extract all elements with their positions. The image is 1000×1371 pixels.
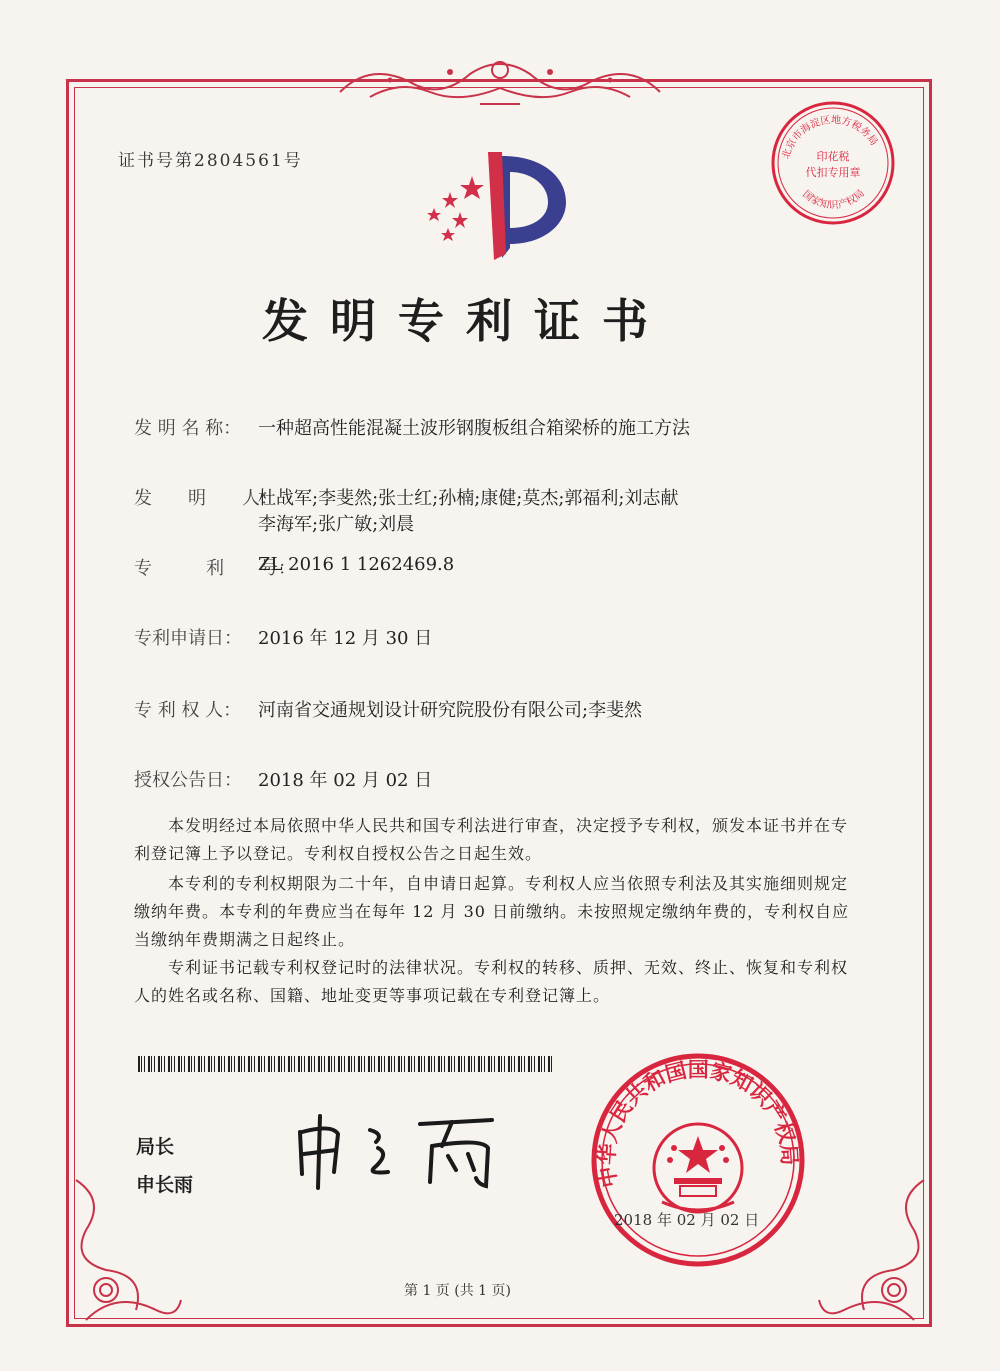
- barcode-bar: [221, 1056, 222, 1072]
- barcode-bar: [354, 1056, 355, 1072]
- barcode-bar: [534, 1056, 535, 1072]
- barcode-bar: [288, 1056, 290, 1072]
- barcode-bar: [488, 1056, 490, 1072]
- barcode-bar: [494, 1056, 495, 1072]
- barcode: [138, 1056, 556, 1072]
- barcode-bar: [448, 1056, 450, 1072]
- barcode-bar: [174, 1056, 175, 1072]
- barcode-bar: [498, 1056, 500, 1072]
- barcode-bar: [551, 1056, 552, 1072]
- inventors-value-line1: 杜战军;李斐然;张士红;孙楠;康健;莫杰;郭福利;刘志献: [258, 488, 679, 509]
- barcode-bar: [238, 1056, 240, 1072]
- official-seal-icon: [590, 1052, 806, 1268]
- barcode-bar: [211, 1056, 212, 1072]
- barcode-bar: [164, 1056, 165, 1072]
- barcode-bar: [378, 1056, 380, 1072]
- barcode-bar: [204, 1056, 205, 1072]
- barcode-bar: [208, 1056, 210, 1072]
- barcode-bar: [548, 1056, 550, 1072]
- tax-stamp-icon: [768, 98, 898, 228]
- tax-stamp-bottom-text: 国家知识产权局: [800, 188, 867, 212]
- page-footer: 第 1 页 (共 1 页): [404, 1283, 511, 1299]
- barcode-bar: [438, 1056, 440, 1072]
- barcode-bar: [404, 1056, 405, 1072]
- barcode-bar: [138, 1056, 140, 1072]
- barcode-bar: [418, 1056, 420, 1072]
- barcode-bar: [181, 1056, 182, 1072]
- barcode-bar: [344, 1056, 345, 1072]
- invention-name-label: 发 明 名 称：: [134, 418, 242, 439]
- barcode-bar: [531, 1056, 532, 1072]
- barcode-bar: [521, 1056, 522, 1072]
- barcode-bar: [481, 1056, 482, 1072]
- barcode-bar: [368, 1056, 370, 1072]
- barcode-bar: [384, 1056, 385, 1072]
- barcode-bar: [478, 1056, 480, 1072]
- signature-icon: [292, 1112, 502, 1192]
- barcode-bar: [234, 1056, 235, 1072]
- barcode-bar: [144, 1056, 145, 1072]
- barcode-bar: [301, 1056, 302, 1072]
- barcode-bar: [461, 1056, 462, 1072]
- application-date-value: 2016 年 12 月 30 日: [258, 628, 433, 649]
- barcode-bar: [198, 1056, 200, 1072]
- barcode-bar: [371, 1056, 372, 1072]
- barcode-bar: [148, 1056, 150, 1072]
- barcode-bar: [284, 1056, 285, 1072]
- barcode-bar: [161, 1056, 162, 1072]
- barcode-bar: [308, 1056, 310, 1072]
- grant-date-label: 授权公告日：: [134, 770, 242, 791]
- barcode-bar: [428, 1056, 430, 1072]
- barcode-bar: [491, 1056, 492, 1072]
- barcode-bar: [324, 1056, 325, 1072]
- barcode-bar: [191, 1056, 192, 1072]
- patent-number-label: 专 利 号：: [134, 558, 296, 579]
- paragraph-2: 本专利的专利权期限为二十年，自申请日起算。专利权人应当依照专利法及其实施细则规定缴纳年费。本专利的年费应当在每年 12 月 30 日前缴纳。未按照规定缴纳年费的，专利权自应当缴纳年费期满之日起终止。: [134, 874, 850, 949]
- barcode-bar: [271, 1056, 272, 1072]
- barcode-bar: [321, 1056, 322, 1072]
- barcode-bar: [541, 1056, 542, 1072]
- svg-text:国家知识产权局: [800, 187, 867, 211]
- barcode-bar: [394, 1056, 395, 1072]
- barcode-bar: [441, 1056, 442, 1072]
- barcode-bar: [168, 1056, 170, 1072]
- barcode-bar: [398, 1056, 400, 1072]
- barcode-bar: [254, 1056, 255, 1072]
- barcode-bar: [218, 1056, 220, 1072]
- barcode-bar: [388, 1056, 390, 1072]
- barcode-bar: [304, 1056, 305, 1072]
- certificate-number: 证书号第2804561号: [118, 151, 303, 171]
- barcode-bar: [328, 1056, 330, 1072]
- barcode-bar: [468, 1056, 470, 1072]
- barcode-bar: [538, 1056, 540, 1072]
- barcode-bar: [338, 1056, 340, 1072]
- barcode-bar: [524, 1056, 525, 1072]
- barcode-bar: [298, 1056, 300, 1072]
- barcode-bar: [408, 1056, 410, 1072]
- barcode-bar: [474, 1056, 475, 1072]
- barcode-bar: [504, 1056, 505, 1072]
- barcode-bar: [154, 1056, 155, 1072]
- barcode-bar: [214, 1056, 215, 1072]
- barcode-bar: [291, 1056, 292, 1072]
- inventors-value-line2: 李海军;张广敏;刘晨: [258, 514, 415, 535]
- barcode-bar: [374, 1056, 375, 1072]
- barcode-bar: [518, 1056, 520, 1072]
- barcode-bar: [201, 1056, 202, 1072]
- barcode-bar: [151, 1056, 152, 1072]
- barcode-bar: [141, 1056, 142, 1072]
- barcode-bar: [341, 1056, 342, 1072]
- barcode-bar: [471, 1056, 472, 1072]
- barcode-bar: [194, 1056, 195, 1072]
- cnipa-logo-icon: [414, 148, 574, 260]
- barcode-bar: [281, 1056, 282, 1072]
- barcode-bar: [224, 1056, 225, 1072]
- top-ornament-icon: [330, 52, 670, 112]
- barcode-bar: [248, 1056, 250, 1072]
- barcode-bar: [544, 1056, 545, 1072]
- signatory-role: 局长: [136, 1136, 175, 1158]
- tax-stamp-center-line1: 印花税: [816, 150, 850, 163]
- seal-ring-text: 中华人民共和国国家知识产权局: [593, 1056, 803, 1190]
- application-date-label: 专利申请日：: [134, 628, 242, 649]
- signatory-name: 申长雨: [136, 1174, 194, 1196]
- barcode-bar: [411, 1056, 412, 1072]
- seal-date: 2018 年 02 月 02 日: [614, 1211, 760, 1229]
- barcode-bar: [178, 1056, 180, 1072]
- paragraph-1: 本发明经过本局依照中华人民共和国专利法进行审查，决定授予专利权，颁发本证书并在专利登记簿上予以登记。专利权自授权公告之日起生效。: [134, 816, 849, 863]
- barcode-bar: [414, 1056, 415, 1072]
- barcode-bar: [454, 1056, 455, 1072]
- barcode-bar: [511, 1056, 512, 1072]
- page-title: 发明专利证书: [262, 294, 670, 348]
- barcode-bar: [184, 1056, 185, 1072]
- barcode-bar: [424, 1056, 425, 1072]
- barcode-bar: [421, 1056, 422, 1072]
- barcode-bar: [268, 1056, 270, 1072]
- barcode-bar: [434, 1056, 435, 1072]
- barcode-bar: [294, 1056, 295, 1072]
- bottom-right-ornament-icon: [814, 1160, 934, 1330]
- barcode-bar: [508, 1056, 510, 1072]
- barcode-bar: [361, 1056, 362, 1072]
- barcode-bar: [188, 1056, 190, 1072]
- barcode-bar: [264, 1056, 265, 1072]
- barcode-bar: [244, 1056, 245, 1072]
- barcode-bar: [171, 1056, 172, 1072]
- barcode-bar: [351, 1056, 352, 1072]
- barcode-bar: [311, 1056, 312, 1072]
- barcode-bar: [318, 1056, 320, 1072]
- tax-stamp-center-line2: 代扣专用章: [805, 166, 861, 179]
- barcode-bar: [444, 1056, 445, 1072]
- barcode-bar: [348, 1056, 350, 1072]
- barcode-bar: [364, 1056, 365, 1072]
- tax-stamp-ring-text: 北京市海淀区地方税务局: [780, 114, 880, 161]
- inventors-label: 发 明 人：: [134, 488, 278, 509]
- barcode-bar: [231, 1056, 232, 1072]
- patentee-label: 专 利 权 人：: [134, 700, 242, 721]
- barcode-bar: [381, 1056, 382, 1072]
- invention-name-value: 一种超高性能混凝土波形钢腹板组合箱梁桥的施工方法: [258, 418, 690, 439]
- barcode-bar: [451, 1056, 452, 1072]
- barcode-bar: [334, 1056, 335, 1072]
- patent-number-value: ZL 2016 1 1262469.8: [258, 554, 455, 575]
- barcode-bar: [251, 1056, 252, 1072]
- barcode-bar: [258, 1056, 260, 1072]
- barcode-bar: [314, 1056, 315, 1072]
- barcode-bar: [274, 1056, 275, 1072]
- barcode-bar: [501, 1056, 502, 1072]
- barcode-bar: [391, 1056, 392, 1072]
- grant-date-value: 2018 年 02 月 02 日: [258, 770, 433, 791]
- barcode-bar: [278, 1056, 280, 1072]
- patentee-value: 河南省交通规划设计研究院股份有限公司;李斐然: [258, 700, 643, 721]
- barcode-bar: [401, 1056, 402, 1072]
- barcode-bar: [331, 1056, 332, 1072]
- barcode-bar: [484, 1056, 485, 1072]
- barcode-bar: [431, 1056, 432, 1072]
- barcode-bar: [464, 1056, 465, 1072]
- barcode-bar: [528, 1056, 530, 1072]
- barcode-bar: [514, 1056, 515, 1072]
- paragraph-3: 专利证书记载专利权登记时的法律状况。专利权的转移、质押、无效、终止、恢复和专利权人的姓名或名称、国籍、地址变更等事项记载在专利登记簿上。: [134, 958, 849, 1005]
- barcode-bar: [261, 1056, 262, 1072]
- barcode-bar: [228, 1056, 230, 1072]
- barcode-bar: [241, 1056, 242, 1072]
- barcode-bar: [158, 1056, 160, 1072]
- barcode-bar: [458, 1056, 460, 1072]
- barcode-bar: [358, 1056, 360, 1072]
